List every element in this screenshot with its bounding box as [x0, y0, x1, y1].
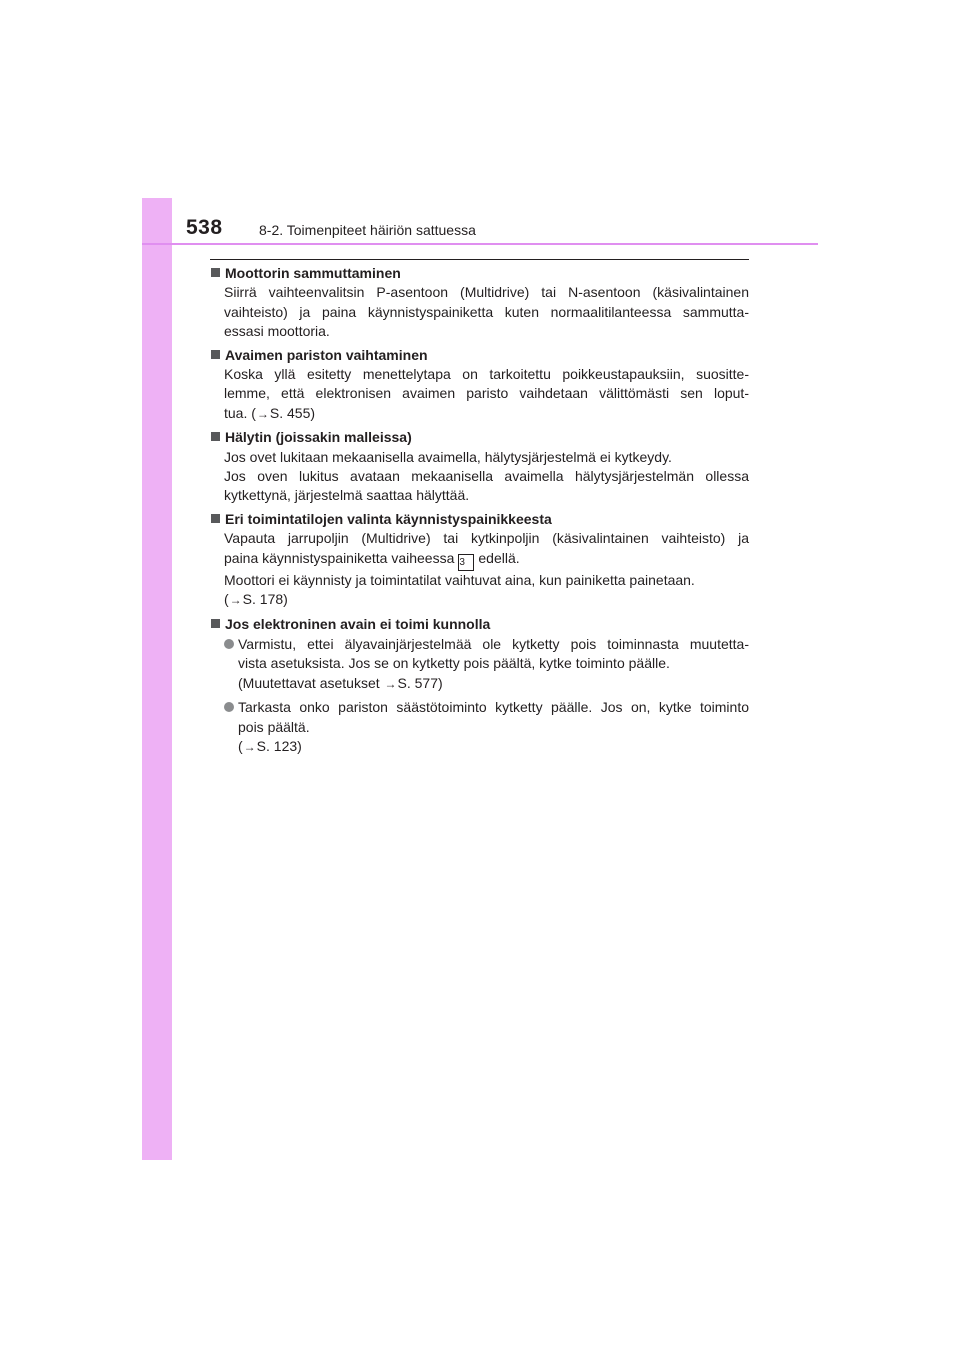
square-bullet-icon	[211, 619, 220, 628]
section-title: Hälytin (joissakin malleissa)	[225, 429, 412, 446]
section-heading	[210, 428, 749, 447]
section-body	[224, 448, 749, 506]
body-line: vista asetuksista. Jos se on kytketty pois päältä, kytke toiminto päälle.	[238, 655, 670, 672]
arrow-right-icon: →	[229, 593, 242, 608]
step-number-badge: 3	[458, 554, 474, 571]
content-rule	[210, 259, 749, 260]
section-key-malfunction	[210, 615, 749, 758]
section-heading	[210, 510, 749, 529]
arrow-right-icon: →	[243, 739, 256, 754]
list-item	[224, 635, 749, 694]
body-text: paina käynnistyspainiketta vaiheessa	[224, 549, 455, 566]
section-mode-selection	[210, 510, 749, 611]
body-line	[224, 590, 749, 610]
body-line	[224, 404, 749, 424]
list-item	[224, 698, 749, 757]
body-line: Varmistu, ettei älyavainjärjestelmää ole kytketty pois toiminnasta muutetta-	[238, 635, 749, 652]
body-line: Siirrä vaihteenvalitsin P-asentoon (Multidrive) tai N-asentoon (käsivalintainen	[224, 284, 749, 301]
section-battery-replacement	[210, 346, 749, 425]
body-line: essasi moottoria.	[224, 323, 330, 340]
section-engine-stop	[210, 264, 749, 342]
section-title: Avaimen pariston vaihtaminen	[225, 346, 428, 363]
chapter-title: 8-2. Toimenpiteet häiriön sattuessa	[259, 222, 476, 238]
section-heading	[210, 346, 749, 365]
page-content	[210, 264, 749, 759]
body-line: pois päältä.	[238, 718, 310, 735]
body-line: Tarkasta onko pariston säästötoiminto kytketty päälle. Jos on, kytke toiminto	[238, 699, 749, 716]
section-title: Moottorin sammuttaminen	[225, 265, 401, 281]
page-number: 538	[186, 216, 223, 239]
page-reference-link[interactable]: S. 455)	[269, 404, 316, 421]
section-title: Jos elektroninen avain ei toimi kunnolla	[225, 615, 491, 632]
square-bullet-icon	[211, 350, 220, 359]
circle-bullet-icon	[224, 702, 234, 712]
body-line	[238, 737, 749, 757]
square-bullet-icon	[211, 432, 220, 441]
body-line: Vapauta jarrupoljin (Multidrive) tai kytkinpoljin (käsivalintainen vaihteisto) ja	[224, 530, 749, 547]
page-reference-link[interactable]: S. 123)	[256, 737, 302, 754]
arrow-right-icon: →	[256, 406, 269, 421]
page-reference-link[interactable]: S. 178)	[242, 591, 288, 608]
circle-bullet-icon	[224, 639, 234, 649]
ref-prefix: tua. (	[224, 404, 256, 421]
section-body	[224, 529, 749, 610]
list-item-text	[238, 635, 749, 694]
body-line	[238, 674, 749, 694]
list-item-text	[238, 698, 749, 757]
body-line: lemme, että elektronisen avaimen paristo vaihdetaan välittömästi sen loput-	[224, 385, 749, 402]
page-reference-link[interactable]: S. 577)	[397, 674, 443, 691]
side-band	[142, 198, 172, 1160]
body-line: Jos ovet lukitaan mekaanisella avaimella, hälytysjärjestelmä ei kytkeydy.	[224, 448, 672, 465]
square-bullet-icon	[211, 514, 220, 523]
body-line: Jos oven lukitus avataan mekaanisella avaimella hälytysjärjestelmän ollessa	[224, 468, 749, 485]
section-title: Eri toimintatilojen valinta käynnistyspainikkeesta	[225, 510, 552, 527]
body-line: kytkettynä, järjestelmä saattaa hälyttää.	[224, 487, 470, 504]
arrow-right-icon: →	[384, 676, 397, 691]
body-line: Moottori ei käynnisty ja toimintatilat vaihtuvat aina, kun painiketta painetaan.	[224, 571, 695, 588]
section-heading	[210, 615, 749, 634]
ref-prefix: (	[224, 591, 229, 608]
section-heading	[210, 264, 749, 283]
section-body	[224, 365, 749, 424]
body-line	[224, 549, 749, 571]
ref-prefix: (Muutettavat asetukset	[238, 674, 384, 691]
body-line: Koska yllä esitetty menettelytapa on tarkoitettu poikkeustapauksiin, suositte-	[224, 366, 749, 383]
body-text: edellä.	[478, 549, 520, 566]
section-body	[224, 283, 749, 341]
body-line: vaihteisto) ja paina käynnistyspainiketta kuten normaalitilanteessa sammutta-	[224, 303, 749, 320]
section-alarm	[210, 428, 749, 506]
square-bullet-icon	[211, 268, 220, 277]
header-rule	[142, 243, 818, 245]
ref-prefix: (	[238, 737, 243, 754]
